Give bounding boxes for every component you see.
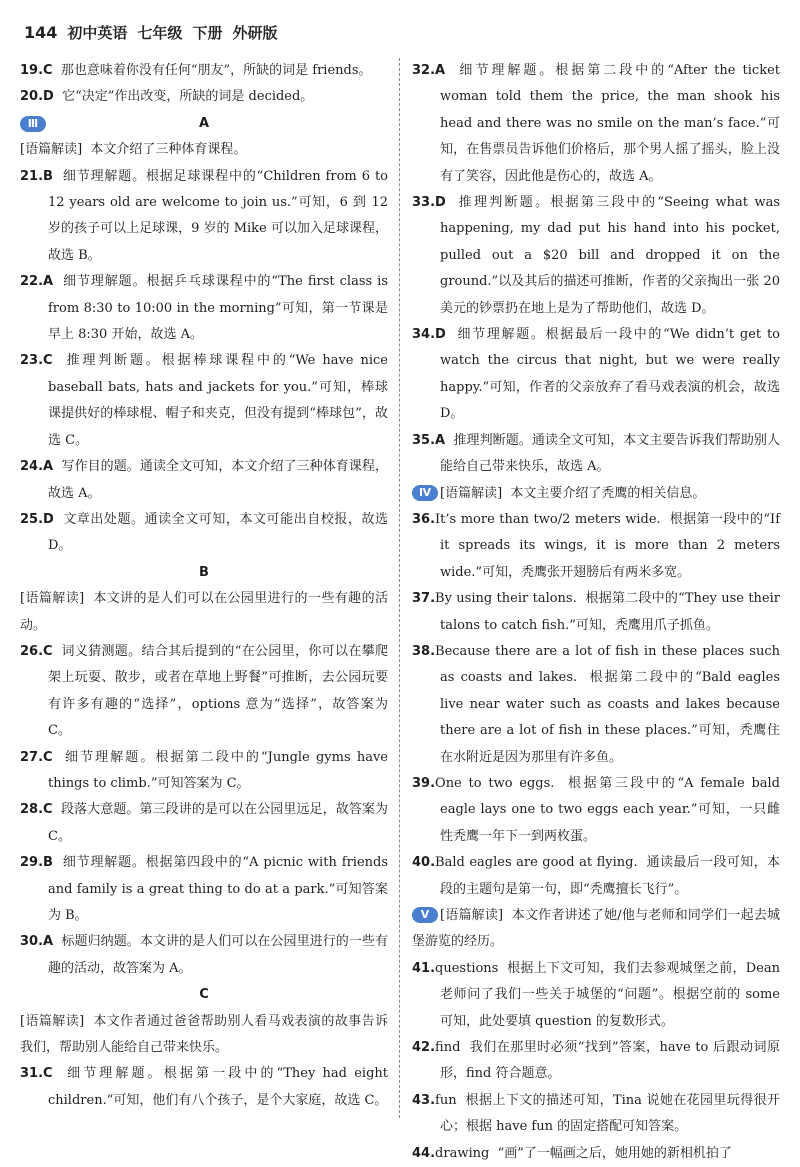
reading-summary-c: [语篇解读] 本文作者通过爸爸帮助别人看马戏表演的故事告诉我们，帮助别人能给自己带来快乐。 <box>20 1013 388 1056</box>
answer-19: 19.C 那也意味着你没有任何“朋友”，所缺的词是 friends。 <box>20 63 372 78</box>
answer-43: 43.fun 根据上下文的描述可知，Tina 说她在花园里玩得很开心；根据 have fun 的固定搭配可知答案。 <box>412 1092 781 1135</box>
answer-21: 21.B 细节理解题。根据足球课程中的“Children from 6 to 12 years old are welcome to join us.”可知，6 到 12 岁的孩子可以上足球课，9 岁的 Mike 可以加入足球课程，故选 B。 <box>20 168 388 263</box>
reading-summary-a: [语篇解读] 本文介绍了三种体育课程。 <box>20 142 247 158</box>
section-badge-5: Ⅴ <box>412 907 438 923</box>
answer-38: 38.Because there are a lot of fish in these places such as coasts and lakes. 根据第二段中的“Bald eagles live near water such as coasts and lakes because there are a lot of fish in these places.”可知，秃鹰住在水附近是因为那里有许多鱼。 <box>412 643 780 765</box>
book-term: 下册 <box>192 24 223 42</box>
right-column <box>412 58 781 1161</box>
section-3-heading <box>20 111 388 137</box>
answer-28: 28.C 段落大意题。第三段讲的是可以在公园里远足，故答案为 C。 <box>20 802 388 844</box>
page-header <box>24 22 277 43</box>
section-badge-3: Ⅲ <box>20 116 46 132</box>
reading-summary-b: [语篇解读] 本文讲的是人们可以在公园里进行的一些有趣的活动。 <box>20 591 388 633</box>
column-divider <box>399 58 400 1118</box>
answer-35: 35.A 推理判断题。通读全文可知，本文主要告诉我们帮助别人能给自己带来快乐，故选 A。 <box>412 432 780 475</box>
answer-26: 26.C 词义猜测题。结合其后提到的“在公园里，你可以在攀爬架上玩耍、散步，或者在草地上野餐”可推断，去公园玩要有许多有趣的“选择”，options 意为“选择”，故答案为 C。 <box>20 643 388 739</box>
answer-22: 22.A 细节理解题。根据乒乓球课程中的“The first class is from 8:30 to 10:00 in the morning”可知，第一节课是早上 8:30 开始，故选 A。 <box>20 274 389 343</box>
answer-27: 27.C 细节理解题。根据第二段中的“Jungle gyms have things to climb.”可知答案为 C。 <box>20 749 388 791</box>
reading-summary-5: Ⅴ [语篇解读] 本文作者讲述了她/他与老师和同学们一起去城堡游览的经历。 <box>412 908 780 950</box>
answer-40: 40.Bald eagles are good at flying. 通读最后一段可知，本段的主题句是第一句，即“秃鹰擅长飞行”。 <box>412 855 780 897</box>
answer-32: 32.A 细节理解题。根据第二段中的“After the ticket woman told them the price, the man shook his head and there was no smile on the man’s face.”可知，在售票员告诉他们价格后，那个男人摇了摇头，脸上没有了笑容，因此他是伤心的，故选 A。 <box>412 63 780 184</box>
answer-30: 30.A 标题归纳题。本文讲的是人们可以在公园里进行的一些有趣的活动，故答案为 A。 <box>20 934 388 976</box>
answer-31: 31.C 细节理解题。根据第一段中的“They had eight children.”可知，他们有八个孩子，是个大家庭，故选 C。 <box>20 1066 388 1108</box>
answer-44: 44.drawing “画”了一幅画之后，她用她的新相机拍了 <box>412 1145 732 1161</box>
answer-36: 36.It’s more than two/2 meters wide. 根据第一段中的“If it spreads its wings, it is more than 2 meters wide.”可知，秃鹰张开翅膀后有两米多宽。 <box>412 511 780 580</box>
answer-20: 20.D 它“决定”作出改变，所缺的词是 decided。 <box>20 89 314 105</box>
answer-39: 39.One to two eggs. 根据第三段中的“A female bald eagle lays one to two eggs each year.”可知，一只雌性秃鹰一年下一到两枚蛋。 <box>412 775 780 844</box>
section-badge-4: Ⅳ <box>412 485 438 501</box>
page-number: 144 <box>24 23 58 42</box>
section-letter-b: B <box>199 564 209 580</box>
section-letter-a: A <box>198 115 210 131</box>
answer-23: 23.C 推理判断题。根据棒球课程中的“We have nice baseball bats, hats and jackets for you.”可知，棒球课提供好的棒球棍、帽子和夹克，但没有提到“棒球包”，故选 C。 <box>20 353 388 448</box>
book-grade: 七年级 <box>137 24 183 42</box>
answer-25: 25.D 文章出处题。通读全文可知，本文可能出自校报，故选 D。 <box>20 511 388 554</box>
answer-41: 41.questions 根据上下文可知，我们去参观城堡之前，Dean 老师问了我们一些关于城堡的“问题”。根据空前的 some 可知，此处要填 question 的复数形式。 <box>412 960 780 1029</box>
answer-42: 42.find 我们在那里时必须“找到”答案，have to 后跟动词原形，find 符合题意。 <box>412 1040 780 1082</box>
book-publisher: 外研版 <box>232 24 278 42</box>
answer-33: 33.D 推理判断题。根据第三段中的“Seeing what was happening, my dad put his hand into his pocket, pulled out a $20 bill and dropped it on the ground.”以及其后的描述可推断，作者的父亲掏出一张 20 美元的钞票扔在地上是为了帮助他们，故选 D。 <box>412 195 780 316</box>
answer-37: 37.By using their talons. 根据第二段中的“They use their talons to catch fish.”可知，秃鹰用爪子抓鱼。 <box>412 591 780 633</box>
reading-summary-4: Ⅳ [语篇解读] 本文主要介绍了秃鹰的相关信息。 <box>412 481 780 507</box>
answer-24: 24.A 写作目的题。通读全文可知，本文介绍了三种体育课程，故选 A。 <box>20 459 388 501</box>
book-subject: 初中英语 <box>67 24 128 42</box>
section-letter-c: C <box>199 987 209 1003</box>
answer-29: 29.B 细节理解题。根据第四段中的“A picnic with friends and family is a great thing to do at a park.”可知答案为 B。 <box>20 855 389 923</box>
left-column <box>20 58 388 1118</box>
answer-34: 34.D 细节理解题。根据最后一段中的“We didn’t get to watch the circus that night, but we were really happy.”可知，作者的父亲放弃了看马戏表演的机会，故选 D。 <box>412 327 781 422</box>
